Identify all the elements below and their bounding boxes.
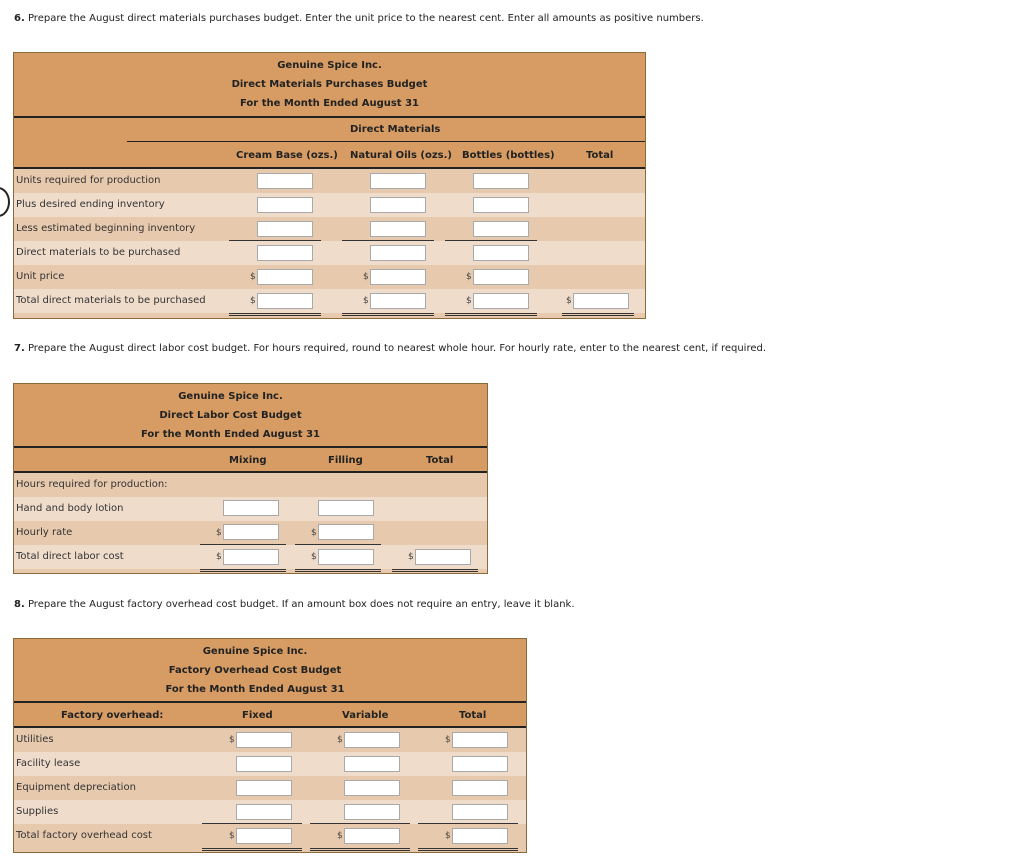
bottles-input[interactable] xyxy=(473,293,529,309)
table-row xyxy=(14,545,487,569)
bottles-input[interactable] xyxy=(473,245,529,261)
dollar-sign: $ xyxy=(363,296,369,306)
row-label: Supplies xyxy=(16,806,59,817)
total-input[interactable] xyxy=(452,828,508,844)
budget-title: Direct Materials Purchases Budget xyxy=(231,79,428,90)
table-row xyxy=(14,289,645,313)
budget-period: For the Month Ended August 31 xyxy=(165,684,345,695)
bottles-input[interactable] xyxy=(473,221,529,237)
dollar-sign: $ xyxy=(229,831,235,841)
table-row xyxy=(14,800,526,824)
natural-oils-input[interactable] xyxy=(370,221,426,237)
table-row xyxy=(14,241,645,265)
filling-rate-input[interactable] xyxy=(318,524,374,540)
mixing-rate-input[interactable] xyxy=(223,524,279,540)
dollar-sign: $ xyxy=(250,296,256,306)
fixed-input[interactable] xyxy=(236,756,292,772)
row-label: Total direct labor cost xyxy=(16,551,124,562)
dollar-sign: $ xyxy=(250,272,256,282)
table-row xyxy=(14,824,526,848)
double-underline xyxy=(200,569,286,572)
budget-header xyxy=(14,384,487,447)
filling-total-input[interactable] xyxy=(318,549,374,565)
question-6: 6. Prepare the August direct materials purchases budget. Enter the unit price to the nearest cent. Enter all amounts as positive numbers. xyxy=(14,13,704,24)
dollar-sign: $ xyxy=(363,272,369,282)
dollar-sign: $ xyxy=(311,552,317,562)
col-bottles: Bottles (bottles) xyxy=(462,150,555,161)
table-row xyxy=(14,169,645,193)
table-row xyxy=(14,752,526,776)
table-row xyxy=(14,193,645,217)
natural-oils-input[interactable] xyxy=(370,197,426,213)
budget-period: For the Month Ended August 31 xyxy=(240,98,419,109)
dollar-sign: $ xyxy=(216,552,222,562)
filling-hours-input[interactable] xyxy=(318,500,374,516)
variable-input[interactable] xyxy=(344,732,400,748)
double-underline xyxy=(310,848,410,851)
budget-header xyxy=(14,53,645,116)
col-total: Total xyxy=(426,455,454,466)
double-underline xyxy=(295,569,381,572)
cream-base-input[interactable] xyxy=(257,269,313,285)
natural-oils-input[interactable] xyxy=(370,245,426,261)
table-row xyxy=(14,728,526,752)
direct-materials-budget xyxy=(13,52,646,319)
natural-oils-input[interactable] xyxy=(370,173,426,189)
row-label: Plus desired ending inventory xyxy=(16,199,165,210)
row-label: Total direct materials to be purchased xyxy=(16,295,206,306)
company-name: Genuine Spice Inc. xyxy=(202,646,308,657)
row-label: Direct materials to be purchased xyxy=(16,247,181,258)
dollar-sign: $ xyxy=(337,735,343,745)
mixing-hours-input[interactable] xyxy=(223,500,279,516)
question-8: 8. Prepare the August factory overhead cost budget. If an amount box does not require an entry, leave it blank. xyxy=(14,599,575,610)
budget-title: Factory Overhead Cost Budget xyxy=(168,665,342,676)
table-row xyxy=(14,497,487,521)
question-7: 7. Prepare the August direct labor cost budget. For hours required, round to nearest whole hour. For hourly rate, enter to the nearest cent, if required. xyxy=(14,343,767,354)
row-label: Hand and body lotion xyxy=(16,503,124,514)
dollar-sign: $ xyxy=(337,831,343,841)
table-row xyxy=(14,217,645,241)
double-underline xyxy=(342,313,434,316)
col-cream-base: Cream Base (ozs.) xyxy=(236,150,338,161)
row-label: Total factory overhead cost xyxy=(16,830,152,841)
table-row xyxy=(14,473,487,497)
dollar-sign: $ xyxy=(216,528,222,538)
bottles-input[interactable] xyxy=(473,269,529,285)
dollar-sign: $ xyxy=(466,272,472,282)
variable-input[interactable] xyxy=(344,756,400,772)
budget-title: Direct Labor Cost Budget xyxy=(159,410,302,421)
natural-oils-input[interactable] xyxy=(370,293,426,309)
total-input[interactable] xyxy=(452,756,508,772)
col-fixed: Fixed xyxy=(242,710,273,721)
company-name: Genuine Spice Inc. xyxy=(178,391,283,402)
dollar-sign: $ xyxy=(566,296,572,306)
dollar-sign: $ xyxy=(445,735,451,745)
variable-input[interactable] xyxy=(344,780,400,796)
table-row xyxy=(14,776,526,800)
double-underline xyxy=(229,313,321,316)
col-natural-oils: Natural Oils (ozs.) xyxy=(350,150,452,161)
row-label: Unit price xyxy=(16,271,65,282)
cream-base-input[interactable] xyxy=(257,197,313,213)
total-input[interactable] xyxy=(452,804,508,820)
row-label: Less estimated beginning inventory xyxy=(16,223,196,234)
direct-labor-budget xyxy=(13,383,488,574)
row-label: Units required for production xyxy=(16,175,161,186)
variable-input[interactable] xyxy=(344,804,400,820)
row-label: Utilities xyxy=(16,734,54,745)
table-row xyxy=(14,521,487,545)
cream-base-input[interactable] xyxy=(257,245,313,261)
fixed-input[interactable] xyxy=(236,732,292,748)
row-label: Hours required for production: xyxy=(16,479,168,490)
dollar-sign: $ xyxy=(466,296,472,306)
row-label: Facility lease xyxy=(16,758,81,769)
budget-header xyxy=(14,639,526,702)
natural-oils-input[interactable] xyxy=(370,269,426,285)
budget-period: For the Month Ended August 31 xyxy=(141,429,320,440)
cream-base-input[interactable] xyxy=(257,173,313,189)
circle-mark xyxy=(0,187,10,217)
company-name: Genuine Spice Inc. xyxy=(277,60,382,71)
divider xyxy=(127,141,645,142)
row-header: Factory overhead: xyxy=(61,710,164,721)
double-underline xyxy=(392,569,478,572)
row-label: Hourly rate xyxy=(16,527,73,538)
fixed-input[interactable] xyxy=(236,780,292,796)
total-input[interactable] xyxy=(452,780,508,796)
total-labor-input[interactable] xyxy=(415,549,471,565)
bottles-input[interactable] xyxy=(473,197,529,213)
fixed-input[interactable] xyxy=(236,804,292,820)
dollar-sign: $ xyxy=(408,552,414,562)
col-mixing: Mixing xyxy=(229,455,267,466)
double-underline xyxy=(445,313,537,316)
col-total: Total xyxy=(586,150,614,161)
cream-base-input[interactable] xyxy=(257,293,313,309)
double-underline xyxy=(562,313,634,316)
col-filling: Filling xyxy=(328,455,363,466)
variable-input[interactable] xyxy=(344,828,400,844)
bottles-input[interactable] xyxy=(473,173,529,189)
row-label: Equipment depreciation xyxy=(16,782,136,793)
dollar-sign: $ xyxy=(311,528,317,538)
factory-overhead-budget xyxy=(13,638,527,853)
fixed-input[interactable] xyxy=(236,828,292,844)
col-variable: Variable xyxy=(342,710,389,721)
dollar-sign: $ xyxy=(445,831,451,841)
total-input[interactable] xyxy=(573,293,629,309)
total-input[interactable] xyxy=(452,732,508,748)
mixing-total-input[interactable] xyxy=(223,549,279,565)
col-total: Total xyxy=(459,710,487,721)
double-underline xyxy=(418,848,518,851)
double-underline xyxy=(202,848,302,851)
cream-base-input[interactable] xyxy=(257,221,313,237)
group-header: Direct Materials xyxy=(350,124,441,135)
table-row xyxy=(14,265,645,289)
dollar-sign: $ xyxy=(229,735,235,745)
